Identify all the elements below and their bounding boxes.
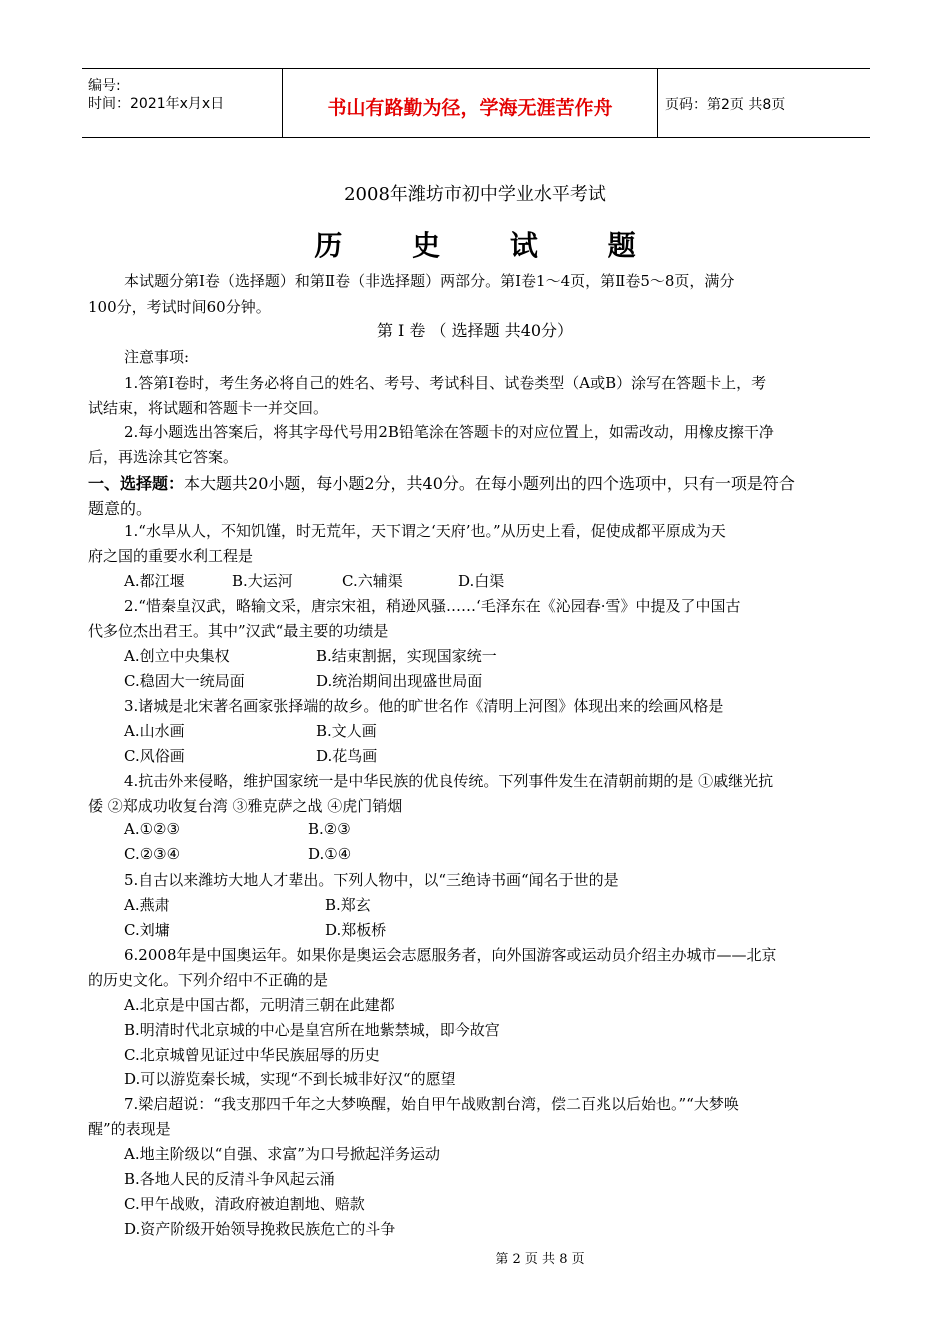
- q6-option: C.北京城曾见证过中华民族屈辱的历史: [124, 1046, 380, 1064]
- q5-stem: 5.自古以来潍坊大地人才辈出。下列人物中，以“三绝诗书画“闻名于世的是: [124, 871, 619, 889]
- q5-option: C.刘墉: [124, 921, 170, 939]
- q7-option: A.地主阶级以“自强、求富”为口号掀起洋务运动: [124, 1145, 440, 1163]
- q5-option: D.郑板桥: [325, 921, 387, 939]
- part1-desc-b: 题意的。: [88, 499, 153, 518]
- exam-title: 2008年潍坊市初中学业水平考试: [344, 184, 606, 205]
- q5-option: A.燕肃: [124, 896, 170, 914]
- q2-stem-a: 2.“惜秦皇汉武，略输文采，唐宗宋祖，稍逊风骚……‘毛泽东在《沁园春·雪》中提及了中国古: [124, 597, 741, 615]
- q5-option: B.郑玄: [325, 896, 371, 914]
- q2-option: C.稳固大一统局面: [124, 672, 245, 690]
- q4-stem-b: 倭 ②郑成功收复台湾 ③雅克萨之战 ④虎门销烟: [88, 797, 403, 815]
- header-left-cell: [82, 69, 282, 137]
- header-table: [82, 68, 870, 138]
- q1-option: B.大运河: [232, 572, 293, 590]
- q1-option: D.白渠: [458, 572, 505, 590]
- note-1a: 1.答第Ⅰ卷时，考生务必将自己的姓名、考号、考试科目、试卷类型（A或B）涂写在答题卡上，考: [124, 374, 767, 392]
- notes-title: 注意事项:: [124, 348, 190, 366]
- q2-stem-b: 代多位杰出君王。其中”汉武“最主要的功绩是: [88, 622, 389, 640]
- q1-stem-b: 府之国的重要水利工程是: [88, 547, 254, 565]
- note-2a: 2.每小题选出答案后，将其字母代号用2B铅笔涂在答题卡的对应位置上，如需改动，用橡皮擦干净: [124, 423, 774, 441]
- q7-stem-b: 醒”的表现是: [88, 1120, 171, 1138]
- part1-line-a: [88, 471, 795, 494]
- q3-stem: 3.诸城是北宋著名画家张择端的故乡。他的旷世名作《清明上河图》体现出来的绘画风格是: [124, 697, 724, 715]
- q6-stem-a: 6.2008年是中国奥运年。如果你是奥运会志愿服务者，向外国游客或运动员介绍主办城市——北京: [124, 946, 777, 964]
- q1-stem-a: 1.“水旱从人，不知饥馑，时无荒年，天下谓之‘天府’也。”从历史上看，促使成都平原成为天: [124, 522, 726, 540]
- q3-option: B.文人画: [316, 722, 377, 740]
- q1-option: A.都江堰: [124, 572, 185, 590]
- intro-line-1: 本试题分第Ⅰ卷（选择题）和第Ⅱ卷（非选择题）两部分。第Ⅰ卷1～4页，第Ⅱ卷5～8页，满分: [124, 272, 735, 290]
- q7-option: C.甲午战败，清政府被迫割地、赔款: [124, 1195, 365, 1213]
- subject-title: 历 史 试 题: [314, 229, 666, 262]
- q4-option: D.①④: [308, 845, 352, 863]
- q2-option: A.创立中央集权: [124, 647, 230, 665]
- q4-option: B.②③: [308, 820, 351, 838]
- section-title: 第 Ⅰ 卷 （ 选择题 共40分）: [376, 321, 574, 340]
- q3-option: A.山水画: [124, 722, 185, 740]
- motto-text: 书山有路勤为径，学海无涯苦作舟: [327, 97, 613, 119]
- part1-desc-a: 本大题共20小题，每小题2分，共40分。在每小题列出的四个选项中，只有一项是符合: [184, 474, 795, 493]
- q3-option: D.花鸟画: [316, 747, 378, 765]
- header-right-cell: [657, 69, 870, 137]
- q1-option: C.六辅渠: [342, 572, 403, 590]
- page-footer: 第 2 页 共 8 页: [495, 1252, 585, 1267]
- q6-option: B.明清时代北京城的中心是皇宫所在地紫禁城，即今故宫: [124, 1021, 500, 1039]
- q2-option: D.统治期间出现盛世局面: [316, 672, 483, 690]
- code-label: 编号:: [88, 78, 121, 94]
- part1-heading: 一、选择题：: [88, 474, 185, 493]
- page-info: 页码：第2页 共8页: [665, 97, 786, 113]
- note-1b: 试结束，将试题和答题卡一并交回。: [88, 399, 329, 417]
- q4-stem-a: 4.抗击外来侵略，维护国家统一是中华民族的优良传统。下列事件发生在清朝前期的是 ①戚继光抗: [124, 772, 774, 790]
- q2-option: B.结束割据，实现国家统一: [316, 647, 497, 665]
- q6-option: D.可以游览秦长城，实现“不到长城非好汉“的愿望: [124, 1070, 456, 1088]
- q6-stem-b: 的历史文化。下列介绍中不正确的是: [88, 971, 329, 989]
- q7-stem-a: 7.梁启超说：“我支那四千年之大梦唤醒，始自甲午战败割台湾，偿二百兆以后始也。”“大梦唤: [124, 1095, 739, 1113]
- header-center-cell: [282, 69, 658, 137]
- q4-option: A.①②③: [124, 820, 180, 838]
- q7-option: B.各地人民的反清斗争风起云涌: [124, 1170, 335, 1188]
- note-2b: 后，再选涂其它答案。: [88, 448, 239, 466]
- intro-line-2: 100分，考试时间60分钟。: [88, 298, 271, 316]
- q7-option: D.资产阶级开始领导挽救民族危亡的斗争: [124, 1220, 396, 1238]
- q6-option: A.北京是中国古都，元明清三朝在此建都: [124, 996, 395, 1014]
- q4-option: C.②③④: [124, 845, 181, 863]
- q3-option: C.风俗画: [124, 747, 185, 765]
- time-label: 时间：2021年x月x日: [88, 96, 225, 112]
